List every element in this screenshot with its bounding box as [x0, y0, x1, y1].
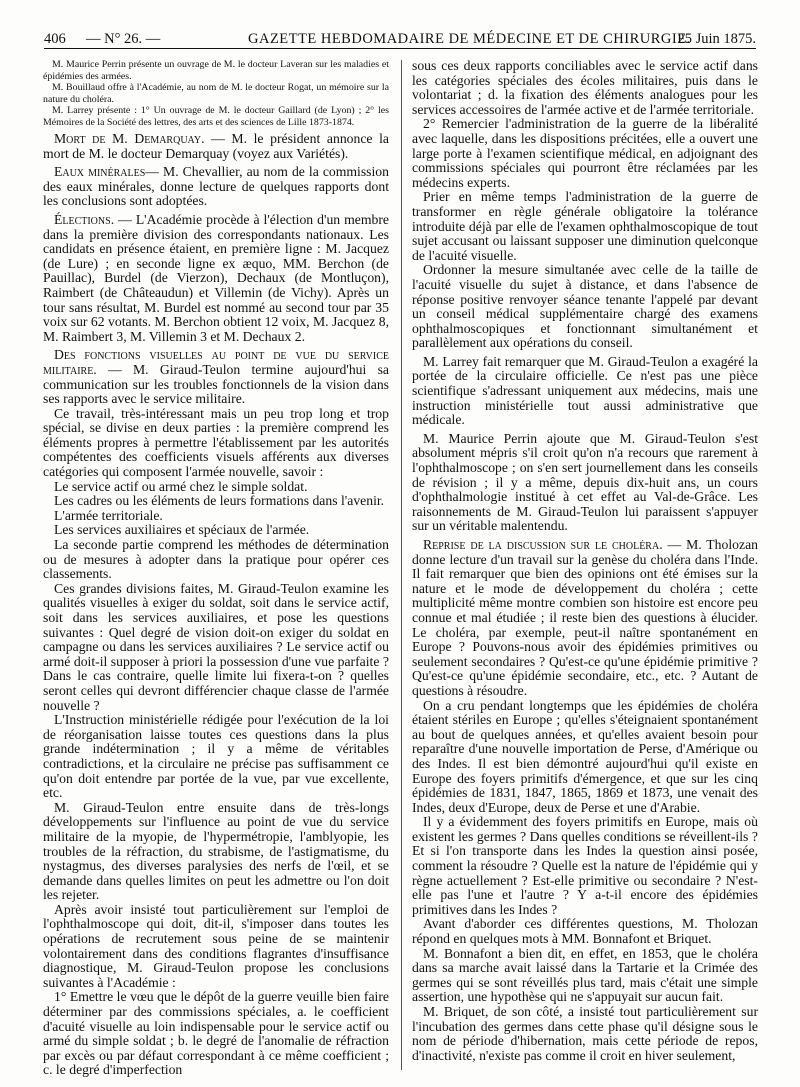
right-column — [412, 59, 758, 1069]
paragraph: M. Bonnafont a bien dit, en effet, en 1853, que le choléra dans sa marche avait laissé dans la Tartarie et la Crimée des germes qui se sont réveillés plus tard, mais c'était une simple assertion, une hypothèse qui ne s'appuyait sur aucun fait. — [412, 945, 758, 1005]
section-fonctions-visuelles — [43, 348, 389, 406]
section-eaux-minerales — [43, 165, 389, 209]
paragraph: Après avoir insisté tout particulièrement sur l'emploi de l'ophthalmoscope qui doit, dit-il, s'imposer dans toutes les opérations de recrutement sous peine de se maintenir volontairement dans des conditions flagrantes d'insuffisance diagnostique, M. Giraud-Teulon propose les conclusions suivantes à l'Académie : — [43, 901, 389, 990]
paragraph: Prier en même temps l'administration de la guerre de transformer en règle générale obligatoire la tolérance introduite déjà par elle de l'examen ophthalmoscopique de tout sujet accusant ou laissant supposer une diminution quelconque de l'acuité visuelle. — [412, 189, 758, 263]
issue-date: 25 Juin 1875. — [677, 31, 756, 47]
section-text: — M. le président annonce la mort de M. le docteur Demarquay (voyez aux Variétés). — [43, 131, 389, 161]
paragraph: Ces grandes divisions faites, M. Giraud-Teulon examine les qualités visuelles à exiger du soldat, soit dans le service actif, soit dans les services auxiliaires, et pose les questions suivantes : Quel degré de vision doit-on exiger du soldat en campagne ou dans les services auxiliaires ? Le service actif ou armé doit-il supposer à priori la possession d'une vue parfaite ? Dans le cas contraire, quelle limite lui fixera-t-on ? quelles seront celles qui devront différencier chaque classe de l'armée nouvelle ? — [43, 580, 389, 713]
paragraph: M. Larrey présente : 1° Un ouvrage de M. le docteur Gaillard (de Lyon) ; 2° les Mémoires de la Société des lettres, des arts et des sciences de Lille 1873-1874. — [43, 105, 389, 128]
section-demarquay — [43, 132, 389, 161]
left-column — [43, 59, 389, 1078]
paragraph: Avant d'aborder ces différentes questions, M. Tholozan répond en quelques mots à MM. Bonnafont et Briquet. — [412, 916, 758, 947]
paragraph: Les cadres ou les éléments de leurs formations dans l'avenir. — [54, 493, 385, 509]
section-cholera — [412, 538, 758, 699]
paragraph: L'Instruction ministérielle rédigée pour l'exécution de la loi de réorganisation laisse toutes ces questions dans la plus grande indétermination ; il y a même de véritables contradictions, et la circulaire ne précise pas suffisamment ce qu'on doit entendre par portée de la vue, par vue excellente, etc. — [43, 712, 389, 801]
paragraph: M. Giraud-Teulon entre ensuite dans de très-longs développements sur l'influence au point de vue du service militaire de la myopie, de l'hypermétropie, l'amblyopie, les troubles de la réfraction, du strabisme, de l'astigmatisme, du nystagmus, des diverses paralysies des nerfs de l'œil, et se demande dans quelles limites on peut les admettre ou l'on doit les rejeter. — [43, 799, 389, 903]
paragraph: L'armée territoriale. — [54, 507, 163, 523]
paragraph: sous ces deux rapports conciliables avec le service actif dans les catégories spéciales des écoles militaires, puis dans le volontariat ; d. la fixation des éléments analogues pour les services accessoires de l'armée active et de l'armée territoriale. — [412, 58, 758, 117]
paragraph: Il y a évidemment des foyers primitifs en Europe, mais où existent les germes ? Dans quelles conditions se réveillent-ils ? Et si l'on transporte dans les Indes la question ainsi posée, comment la résoudre ? Quelle est la nature de l'épidémie qui y règne actuellement ? Est-elle primitive ou secondaire ? N'est-elle pas l'une et l'autre ? Y a-t-il encore des épidémies primitives dans les Indes ? — [412, 814, 758, 917]
paragraph: On a cru pendant longtemps que les épidémies de choléra étaient stériles en Europe ; qu'elles s'éteignaient spontanément au bout de quelques années, et qu'elles avaient besoin pour reparaître d'une nouvelle importation de Perse, d'Amérique ou des Indes. Il est bien démontré aujourd'hui qu'il existe en Europe des foyers primitifs d'émergence, et que sur les cinq épidémies de 1831, 1847, 1865, 1869 et 1873, une venait des Indes, deux d'Europe, deux de Perse et une d'Arabie. — [412, 697, 758, 815]
paragraph: M. Larrey fait remarquer que M. Giraud-Teulon a exagéré la portée de la circulaire officielle. Ce n'est pas une pièce scientifique s'adressant uniquement aux médecins, mais une instruction ministérielle tout aussi administrative que médicale. — [412, 353, 758, 428]
page-number: 406 — [44, 31, 66, 47]
section-lead: Eaux minérales — [54, 164, 146, 180]
section-lead: Des fonctions visuelles au point de vue du service militaire. — [43, 347, 389, 377]
section-lead: Élections. — [54, 211, 115, 227]
section-text: — M. Chevallier, au nom de la commission des eaux minérales, donne lecture de quelques rapports dont les conclusions sont adoptées. — [43, 164, 389, 209]
paragraph: La seconde partie comprend les méthodes de détermination ou de mesures à adopter dans la pratique pour opérer ces classements. — [43, 537, 389, 582]
paragraph: Les services auxiliaires et spéciaux de l'armée. — [54, 522, 310, 538]
paragraph: M. Maurice Perrin présente un ouvrage de M. le docteur Laveran sur les maladies et épidémies des armées. — [43, 59, 389, 82]
paragraph: Ce travail, très-intéressant mais un peu trop long et trop spécial, se divise en deux parties : la première comprend les éléments propres à permettre l'établissement par les autorités compétentes des coefficients visuels afférents aux diverses catégories qui composent l'armée nouvelle, savoir : — [43, 405, 389, 480]
section-lead: Reprise de la discussion sur le choléra. — [423, 537, 663, 552]
paragraph: 2° Remercier l'administration de la guerre de la libéralité avec laquelle, dans les dispositions précitées, elle a ouvert une large porte à l'examen scientifique médical, en adjoignant des commissions spéciales qui pourront être réclamées par les médecins experts. — [412, 116, 758, 190]
section-text: — L'Académie procède à l'élection d'un membre dans la première division des correspondants nationaux. Les candidats en présence étaient, en première ligne : M. Jacquez (de Lure) ; en seconde ligne ex æquo, MM. Berchon (de Pauillac), Burdel (de Vierzon), Dechaux (de Montluçon), Raimbert (de Châteaudun) et Villemin (de Vichy). Après un tour sans résultat, M. Burdel est nommé au second tour par 35 voix sur 62 votants. M. Berchon obtient 12 voix, M. Jacquez 8, M. Raimbert 3, M. Villemin 3 et M. Dechaux 2. — [43, 211, 389, 344]
section-lead: Mort de M. Demarquay. — [54, 131, 205, 146]
paragraph: M. Briquet, de son côté, a insisté tout particulièrement sur l'incubation des germes dans cette phase qu'il désigne sous le nom de période d'hibernation, mais cette période de repos, d'inactivité, n'existe pas comme il croit en hiver seulement, — [412, 1004, 758, 1063]
journal-title: GAZETTE HEBDOMADAIRE DE MÉDECINE ET DE CHIRURGIE. — [248, 31, 691, 47]
running-header — [44, 30, 756, 49]
paragraph: Le service actif ou armé chez le simple soldat. — [54, 478, 308, 494]
section-text: — M. Tholozan donne lecture d'un travail sur la genèse du choléra dans l'Inde. Il fait remarquer que bien des opinions ont été émises sur la nature et le mode de développement du choléra ; cette multiplicité même montre combien son histoire est encore peu connue et mal étudiée ; il reste bien des questions à élucider. Le choléra, par exemple, peut-il naître spontanément en Europe ? Pouvons-nous avoir des épidémies primitives ou seulement secondaires ? Qu'est-ce qu'une épidémie primitive ? Qu'est-ce qu'une épidémie secondaire, etc., etc. ? Autant de questions à résoudre. — [412, 537, 758, 698]
section-text: — M. Giraud-Teulon termine aujourd'hui sa communication sur les troubles fonctionnels de la vision dans ses rapports avec le service militaire. — [43, 361, 389, 407]
paragraph: Ordonner la mesure simultanée avec celle de la taille de l'acuité visuelle du sujet à distance, et dans l'absence de réponse positive renvoyer séance tenante l'appelé par devant un conseil médical supplémentaire chargé des examens ophthalmoscopiques et fonctionnant simultanément et parallèlement aux opérations du conseil. — [412, 262, 758, 351]
column-rule — [401, 60, 402, 1070]
paragraph: 1° Emettre le vœu que le dépôt de la guerre veuille bien faire déterminer par des commissions spéciales, a. le coefficient d'acuité visuelle au loin indispensable pour le service actif ou armé du simple soldat ; b. le degré de l'anomalie de réfraction par excès ou par défaut correspondant à ce même coefficient ; c. le degré d'imperfection — [43, 989, 389, 1078]
paragraph: M. Maurice Perrin ajoute que M. Giraud-Teulon s'est absolument mépris s'il croit qu'on n'a recours que rarement à l'ophthalmoscope ; on s'en sert journellement dans les conseils de révision ; il y a même, depuis dix-huit ans, un cours d'ophthalmologie institué à cet effet au Val-de-Grâce. Les raisonnements de M. Giraud-Teulon lui paraissent s'appuyer sur un véritable malentendu. — [412, 430, 758, 534]
section-elections — [43, 213, 389, 344]
issue-number: — N° 26. — — [86, 31, 161, 47]
paragraph: M. Bouillaud offre à l'Académie, au nom de M. le docteur Rogat, un mémoire sur la nature du choléra. — [43, 82, 389, 105]
